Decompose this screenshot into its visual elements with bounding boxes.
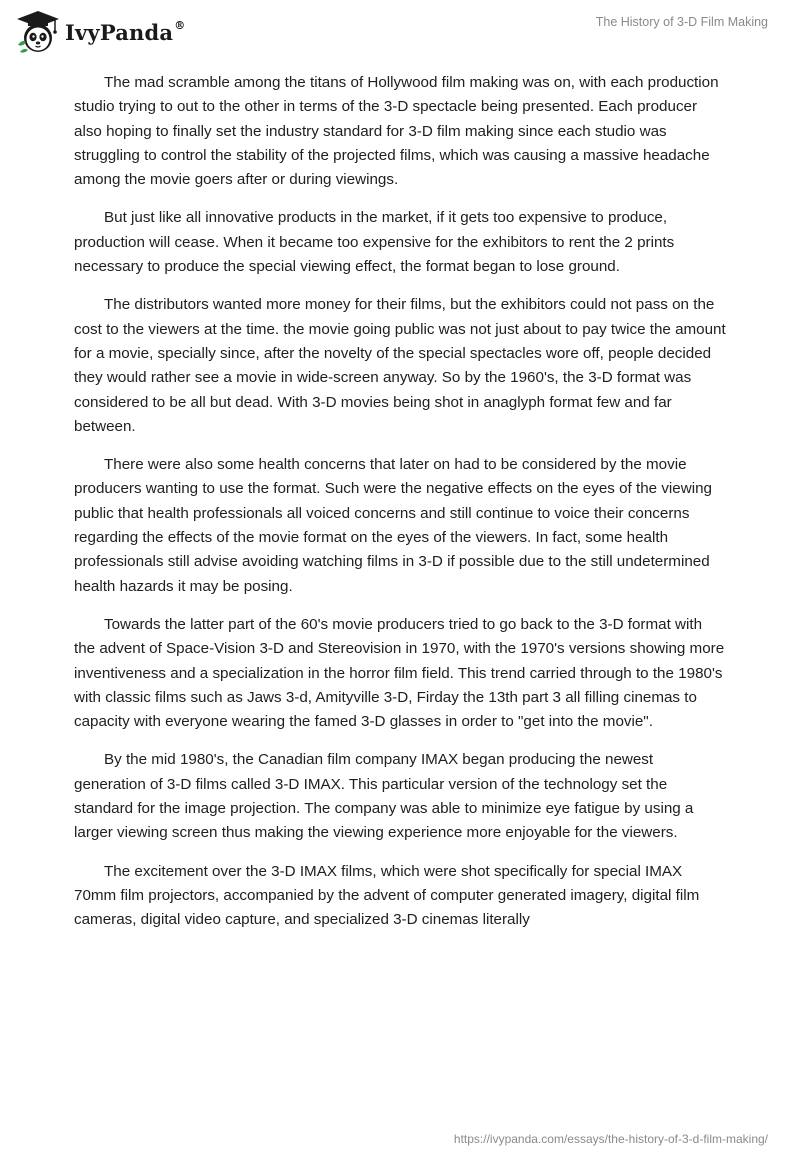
paragraph: The mad scramble among the titans of Hollywood film making was on, with each production studio trying to out to the other in terms of the 3-D spectacle being presented. Each producer also hoping to finally set the industry standard for 3-D film making since each studio was struggling to control the stability of the projected films, which was causing a massive headache among the movie goers after or during viewings. [74,74,719,189]
paragraph: By the mid 1980's, the Canadian film company IMAX began producing the newest generation of 3-D films called 3-D IMAX. This particular version of the technology set the standard for the image projection. The company was able to minimize eye fatigue by using a larger viewing screen thus making the viewing experience more enjoyable for the viewers. [74,751,694,842]
document-title: The History of 3-D Film Making [595,15,768,29]
paragraph: The excitement over the 3-D IMAX films, which were shot specifically for special IMAX 70mm film projectors, accompanied by the advent of computer generated imagery, digital film cameras, digital video capture, and specialized 3-D cinemas literally [74,862,700,929]
paragraph: The distributors wanted more money for their films, but the exhibitors could not pass on the cost to the viewers at the time. the movie going public was not just about to pay twice the amount for a movie, specially since, after the novelty of the special spectacles wore off, people decided they would rather see a movie in wide-screen anyway. So by the 1960's, the 3-D format was considered to be all but dead. With 3-D movies being shot in anaglyph format few and far between. [74,296,726,435]
ivypanda-logo[interactable] [15,9,185,55]
essay-body [74,71,726,947]
source-url[interactable]: https://ivypanda.com/essays/the-history-of-3-d-film-making/ [453,1132,768,1146]
paragraph: Towards the latter part of the 60's movie producers tried to go back to the 3-D format with the advent of Space-Vision 3-D and Stereovision in 1970, with the 1970's versions showing more inventiveness and a specialization in the horror film field. This trend carried through to the 1980's with classic films such as Jaws 3-d, Amityville 3-D, Firday the 13th part 3 all filling cinemas to capacity with everyone wearing the famed 3-D glasses in order to "get into the movie". [74,615,725,731]
paragraph: There were also some health concerns that later on had to be considered by the movie producers wanting to use the format. Such were the negative effects on the eyes of the viewing public that health professionals all voiced concerns and still continue to voice their concerns regarding the effects of the movie format on the eyes of the viewers. In fact, some health professionals still advise avoiding watching films in 3-D if possible due to the still undetermined health hazards it may be posing. [74,456,712,595]
page-header [0,0,800,60]
panda-graduation-cap-icon [15,9,61,55]
paragraph: But just like all innovative products in the market, if it gets too expensive to produce, production will cease. When it became too expensive for the exhibitors to rent the 2 prints necessary to produce the special viewing effect, the format began to lose ground. [74,209,675,276]
brand-name: IvyPanda® [65,18,186,45]
